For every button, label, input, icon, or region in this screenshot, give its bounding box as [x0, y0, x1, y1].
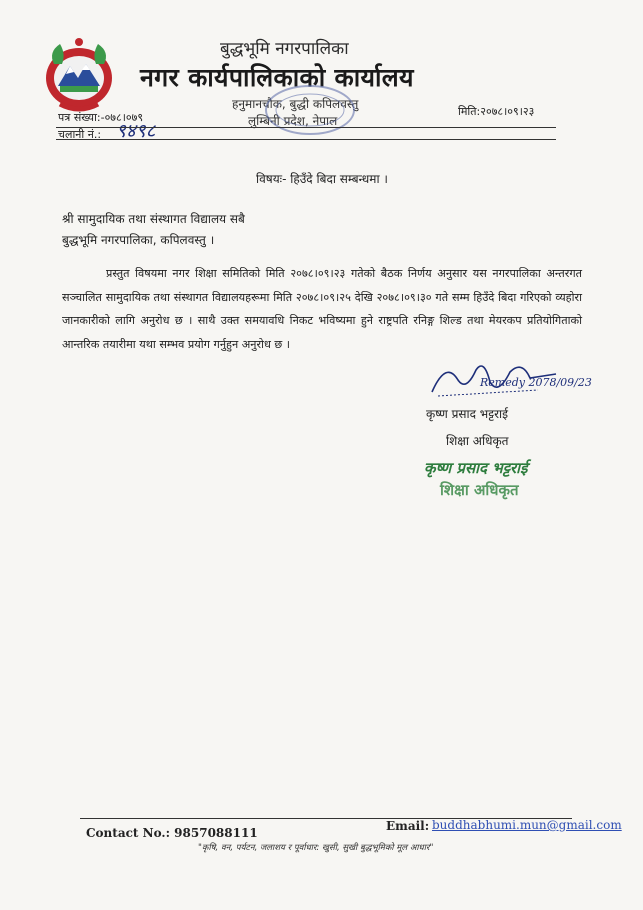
- municipality-name: बुद्धभूमि नगरपालिका: [220, 39, 349, 59]
- email-label: Email:: [386, 819, 430, 833]
- handwritten-signature-icon: [418, 352, 592, 402]
- letter-subject: विषयः- हिउँदे बिदा सम्बन्धमा ।: [256, 172, 388, 186]
- header-divider-secondary: [56, 139, 556, 140]
- stamp-signatory-title: शिक्षा अधिकृत: [440, 481, 519, 499]
- office-name: नगर कार्यपालिकाको कार्यालय: [140, 63, 414, 92]
- signature-scrawl: Remedy 2078/09/23: [480, 376, 592, 389]
- signatory-name: कृष्ण प्रसाद भट्टराई: [426, 407, 509, 421]
- header-divider: [56, 127, 556, 128]
- office-seal-icon: [258, 82, 358, 138]
- addressee-line-2: बुद्धभूमि नगरपालिका, कपिलवस्तु ।: [62, 233, 215, 247]
- dispatch-number-label: चलानी नं.:: [58, 128, 102, 141]
- nepal-emblem-icon: [40, 34, 118, 116]
- stamp-signatory-name: कृष्ण प्रसाद भट्टराई: [424, 459, 528, 477]
- letter-body: प्रस्तुत विषयमा नगर शिक्षा समितिको मिति २०७८।०९।२३ गतेको बैठक निर्णय अनुसार यस नगरपालिका अन्तरगत सञ्चालित सामुदायिक तथा संस्थागत विद्यालयहरूमा मिति २०७८।०९।२५ देखि २०७८।०९।३० गते सम्म हिउँदे बिदा गरिएको व्यहोरा जानकारीको लागि अनुरोध छ । साथै उक्त समयावधि निकट भविष्यमा हुने राष्ट्रपति रनिङ्ग शिल्ड तथा मेयरकप प्रतियोगिताको आन्तरिक तयारीमा यथा सम्भव प्रयोग गर्नुहुन अनुरोध छ ।: [62, 267, 582, 351]
- letter-date: मिति:२०७८।०९।२३: [458, 105, 535, 118]
- letter-number: पत्र संख्या:-०७८।०७९: [58, 111, 144, 124]
- addressee-line-1: श्री सामुदायिक तथा संस्थागत विद्यालय सबै: [62, 212, 245, 226]
- signatory-title: शिक्षा अधिकृत: [446, 434, 509, 448]
- dispatch-number-handwritten: ९४९८: [116, 120, 156, 142]
- address-line-1: हनुमानचौक, बुद्धी कपिलवस्तु: [232, 97, 359, 111]
- footer-motto: "कृषि, वन, पर्यटन, जलाशय र पूर्वाधार: खुसी, सुखी बुद्धभूमिको मूल आधार": [198, 843, 434, 853]
- email-link[interactable]: buddhabhumi.mun@gmail.com: [432, 818, 622, 832]
- address-line-2: लुम्बिनी प्रदेश, नेपाल: [248, 114, 338, 128]
- contact-number: Contact No.: 9857088111: [86, 826, 258, 840]
